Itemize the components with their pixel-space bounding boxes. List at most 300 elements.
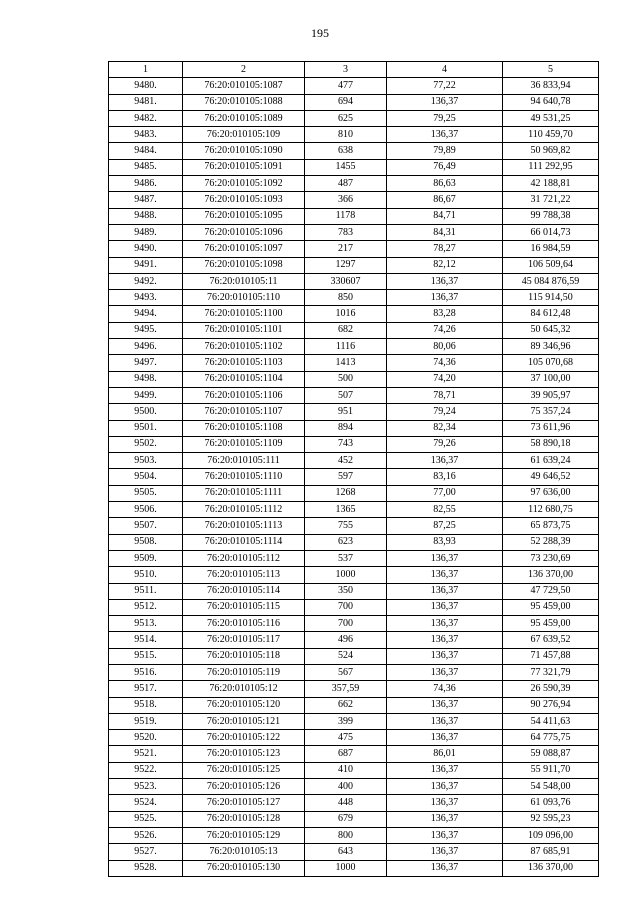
table-row <box>109 127 599 143</box>
rate-cell: 86,67 <box>387 192 503 208</box>
cadastral-number-cell: 76:20:010105:114 <box>183 583 305 599</box>
rate-cell: 83,28 <box>387 306 503 322</box>
cadastral-number-cell: 76:20:010105:118 <box>183 648 305 664</box>
row-number-cell: 9503. <box>109 453 183 469</box>
rate-cell: 78,71 <box>387 387 503 403</box>
cadastral-number-cell: 76:20:010105:1092 <box>183 176 305 192</box>
area-cell: 743 <box>305 436 387 452</box>
row-number-cell: 9483. <box>109 127 183 143</box>
area-cell: 755 <box>305 518 387 534</box>
row-number-cell: 9493. <box>109 290 183 306</box>
row-number-cell: 9524. <box>109 795 183 811</box>
table-row <box>109 827 599 843</box>
area-cell: 597 <box>305 469 387 485</box>
cadastral-number-cell: 76:20:010105:110 <box>183 290 305 306</box>
row-number-cell: 9482. <box>109 110 183 126</box>
table-row <box>109 176 599 192</box>
table-row <box>109 844 599 860</box>
area-cell: 1297 <box>305 257 387 273</box>
table-row <box>109 762 599 778</box>
table-row <box>109 485 599 501</box>
table-row <box>109 730 599 746</box>
row-number-cell: 9508. <box>109 534 183 550</box>
row-number-cell: 9494. <box>109 306 183 322</box>
area-cell: 850 <box>305 290 387 306</box>
cadastral-number-cell: 76:20:010105:117 <box>183 632 305 648</box>
row-number-cell: 9481. <box>109 94 183 110</box>
rate-cell: 136,37 <box>387 860 503 876</box>
rate-cell: 74,20 <box>387 371 503 387</box>
value-cell: 49 646,52 <box>503 469 599 485</box>
row-number-cell: 9492. <box>109 273 183 289</box>
area-cell: 366 <box>305 192 387 208</box>
rate-cell: 136,37 <box>387 779 503 795</box>
rate-cell: 136,37 <box>387 616 503 632</box>
table-row <box>109 632 599 648</box>
table-row <box>109 355 599 371</box>
rate-cell: 77,22 <box>387 78 503 94</box>
row-number-cell: 9519. <box>109 713 183 729</box>
rate-cell: 79,24 <box>387 404 503 420</box>
cadastral-number-cell: 76:20:010105:116 <box>183 616 305 632</box>
rate-cell: 74,26 <box>387 322 503 338</box>
row-number-cell: 9505. <box>109 485 183 501</box>
area-cell: 1000 <box>305 567 387 583</box>
cadastral-number-cell: 76:20:010105:125 <box>183 762 305 778</box>
row-number-cell: 9528. <box>109 860 183 876</box>
value-cell: 95 459,00 <box>503 616 599 632</box>
area-cell: 638 <box>305 143 387 159</box>
value-cell: 115 914,50 <box>503 290 599 306</box>
table-row <box>109 404 599 420</box>
area-cell: 700 <box>305 616 387 632</box>
rate-cell: 136,37 <box>387 290 503 306</box>
rate-cell: 136,37 <box>387 127 503 143</box>
row-number-cell: 9488. <box>109 208 183 224</box>
page-number: 195 <box>311 26 329 40</box>
area-cell: 682 <box>305 322 387 338</box>
cadastral-number-cell: 76:20:010105:127 <box>183 795 305 811</box>
value-cell: 16 984,59 <box>503 241 599 257</box>
rate-cell: 86,01 <box>387 746 503 762</box>
value-cell: 105 070,68 <box>503 355 599 371</box>
value-cell: 26 590,39 <box>503 681 599 697</box>
cadastral-number-cell: 76:20:010105:128 <box>183 811 305 827</box>
value-cell: 64 775,75 <box>503 730 599 746</box>
rate-cell: 136,37 <box>387 664 503 680</box>
cadastral-number-cell: 76:20:010105:1114 <box>183 534 305 550</box>
row-number-cell: 9500. <box>109 404 183 420</box>
area-cell: 662 <box>305 697 387 713</box>
table-row <box>109 681 599 697</box>
rate-cell: 79,26 <box>387 436 503 452</box>
table-row <box>109 387 599 403</box>
area-cell: 623 <box>305 534 387 550</box>
cadastral-number-cell: 76:20:010105:1088 <box>183 94 305 110</box>
value-cell: 49 531,25 <box>503 110 599 126</box>
row-number-cell: 9489. <box>109 224 183 240</box>
row-number-cell: 9523. <box>109 779 183 795</box>
row-number-cell: 9512. <box>109 599 183 615</box>
area-cell: 217 <box>305 241 387 257</box>
cadastral-number-cell: 76:20:010105:1111 <box>183 485 305 501</box>
area-cell: 687 <box>305 746 387 762</box>
value-cell: 61 093,76 <box>503 795 599 811</box>
row-number-cell: 9517. <box>109 681 183 697</box>
cadastral-number-cell: 76:20:010105:1104 <box>183 371 305 387</box>
cadastral-number-cell: 76:20:010105:1101 <box>183 322 305 338</box>
area-cell: 810 <box>305 127 387 143</box>
row-number-cell: 9509. <box>109 550 183 566</box>
rate-cell: 136,37 <box>387 550 503 566</box>
cadastral-number-cell: 76:20:010105:113 <box>183 567 305 583</box>
rate-cell: 74,36 <box>387 355 503 371</box>
row-number-cell: 9502. <box>109 436 183 452</box>
value-cell: 77 321,79 <box>503 664 599 680</box>
cadastral-number-cell: 76:20:010105:130 <box>183 860 305 876</box>
row-number-cell: 9510. <box>109 567 183 583</box>
table-row <box>109 224 599 240</box>
cadastral-number-cell: 76:20:010105:1102 <box>183 339 305 355</box>
row-number-cell: 9515. <box>109 648 183 664</box>
value-cell: 37 100,00 <box>503 371 599 387</box>
row-number-cell: 9484. <box>109 143 183 159</box>
rate-cell: 136,37 <box>387 648 503 664</box>
table-row <box>109 143 599 159</box>
cadastral-number-cell: 76:20:010105:1106 <box>183 387 305 403</box>
area-cell: 410 <box>305 762 387 778</box>
rate-cell: 78,27 <box>387 241 503 257</box>
value-cell: 87 685,91 <box>503 844 599 860</box>
area-cell: 500 <box>305 371 387 387</box>
area-cell: 357,59 <box>305 681 387 697</box>
cadastral-number-cell: 76:20:010105:129 <box>183 827 305 843</box>
rate-cell: 136,37 <box>387 273 503 289</box>
table-row <box>109 518 599 534</box>
table-row <box>109 453 599 469</box>
row-number-cell: 9485. <box>109 159 183 175</box>
value-cell: 45 084 876,59 <box>503 273 599 289</box>
table-row <box>109 257 599 273</box>
cadastral-number-cell: 76:20:010105:1087 <box>183 78 305 94</box>
header-row <box>109 62 599 78</box>
row-number-cell: 9499. <box>109 387 183 403</box>
cadastral-number-cell: 76:20:010105:1090 <box>183 143 305 159</box>
rate-cell: 136,37 <box>387 827 503 843</box>
row-number-cell: 9526. <box>109 827 183 843</box>
cadastral-number-cell: 76:20:010105:11 <box>183 273 305 289</box>
area-cell: 1016 <box>305 306 387 322</box>
row-number-cell: 9520. <box>109 730 183 746</box>
table-row <box>109 534 599 550</box>
cadastral-number-cell: 76:20:010105:13 <box>183 844 305 860</box>
cadastral-number-cell: 76:20:010105:111 <box>183 453 305 469</box>
cadastral-number-cell: 76:20:010105:1112 <box>183 502 305 518</box>
area-cell: 1455 <box>305 159 387 175</box>
area-cell: 951 <box>305 404 387 420</box>
row-number-cell: 9514. <box>109 632 183 648</box>
value-cell: 50 645,32 <box>503 322 599 338</box>
value-cell: 75 357,24 <box>503 404 599 420</box>
area-cell: 783 <box>305 224 387 240</box>
area-cell: 1178 <box>305 208 387 224</box>
cadastral-number-cell: 76:20:010105:115 <box>183 599 305 615</box>
cadastral-number-cell: 76:20:010105:1110 <box>183 469 305 485</box>
column-header: 3 <box>305 62 387 78</box>
rate-cell: 74,36 <box>387 681 503 697</box>
value-cell: 36 833,94 <box>503 78 599 94</box>
value-cell: 66 014,73 <box>503 224 599 240</box>
table-row <box>109 502 599 518</box>
table-row <box>109 550 599 566</box>
table-row <box>109 420 599 436</box>
value-cell: 92 595,23 <box>503 811 599 827</box>
rate-cell: 136,37 <box>387 844 503 860</box>
table-row <box>109 192 599 208</box>
row-number-cell: 9487. <box>109 192 183 208</box>
cadastral-number-cell: 76:20:010105:122 <box>183 730 305 746</box>
row-number-cell: 9495. <box>109 322 183 338</box>
value-cell: 58 890,18 <box>503 436 599 452</box>
table-row <box>109 94 599 110</box>
value-cell: 61 639,24 <box>503 453 599 469</box>
value-cell: 54 411,63 <box>503 713 599 729</box>
area-cell: 537 <box>305 550 387 566</box>
rate-cell: 136,37 <box>387 567 503 583</box>
rate-cell: 136,37 <box>387 583 503 599</box>
table-row <box>109 648 599 664</box>
row-number-cell: 9513. <box>109 616 183 632</box>
cadastral-number-cell: 76:20:010105:109 <box>183 127 305 143</box>
rate-cell: 136,37 <box>387 713 503 729</box>
value-cell: 42 188,81 <box>503 176 599 192</box>
table-row <box>109 746 599 762</box>
area-cell: 1365 <box>305 502 387 518</box>
table-row <box>109 664 599 680</box>
area-cell: 679 <box>305 811 387 827</box>
table-row <box>109 599 599 615</box>
table-body <box>109 62 599 877</box>
area-cell: 567 <box>305 664 387 680</box>
rate-cell: 80,06 <box>387 339 503 355</box>
table-row <box>109 713 599 729</box>
table-row <box>109 241 599 257</box>
rate-cell: 77,00 <box>387 485 503 501</box>
rate-cell: 136,37 <box>387 632 503 648</box>
table-row <box>109 697 599 713</box>
value-cell: 55 911,70 <box>503 762 599 778</box>
rate-cell: 83,93 <box>387 534 503 550</box>
area-cell: 1268 <box>305 485 387 501</box>
table-row <box>109 795 599 811</box>
value-cell: 67 639,52 <box>503 632 599 648</box>
table-row <box>109 339 599 355</box>
rate-cell: 84,31 <box>387 224 503 240</box>
table-row <box>109 811 599 827</box>
value-cell: 31 721,22 <box>503 192 599 208</box>
cadastral-number-cell: 76:20:010105:121 <box>183 713 305 729</box>
area-cell: 496 <box>305 632 387 648</box>
area-cell: 475 <box>305 730 387 746</box>
row-number-cell: 9504. <box>109 469 183 485</box>
cadastral-number-cell: 76:20:010105:1100 <box>183 306 305 322</box>
area-cell: 350 <box>305 583 387 599</box>
value-cell: 99 788,38 <box>503 208 599 224</box>
rate-cell: 136,37 <box>387 795 503 811</box>
cadastral-number-cell: 76:20:010105:1095 <box>183 208 305 224</box>
cadastral-number-cell: 76:20:010105:1109 <box>183 436 305 452</box>
cadastral-number-cell: 76:20:010105:112 <box>183 550 305 566</box>
value-cell: 89 346,96 <box>503 339 599 355</box>
cadastral-number-cell: 76:20:010105:123 <box>183 746 305 762</box>
rate-cell: 136,37 <box>387 94 503 110</box>
rate-cell: 84,71 <box>387 208 503 224</box>
table-row <box>109 567 599 583</box>
area-cell: 800 <box>305 827 387 843</box>
value-cell: 65 873,75 <box>503 518 599 534</box>
area-cell: 1000 <box>305 860 387 876</box>
cadastral-number-cell: 76:20:010105:1089 <box>183 110 305 126</box>
area-cell: 399 <box>305 713 387 729</box>
table-row <box>109 860 599 876</box>
value-cell: 106 509,64 <box>503 257 599 273</box>
value-cell: 95 459,00 <box>503 599 599 615</box>
rate-cell: 79,25 <box>387 110 503 126</box>
area-cell: 524 <box>305 648 387 664</box>
area-cell: 894 <box>305 420 387 436</box>
cadastral-number-cell: 76:20:010105:1108 <box>183 420 305 436</box>
value-cell: 47 729,50 <box>503 583 599 599</box>
value-cell: 59 088,87 <box>503 746 599 762</box>
row-number-cell: 9480. <box>109 78 183 94</box>
value-cell: 71 457,88 <box>503 648 599 664</box>
area-cell: 507 <box>305 387 387 403</box>
area-cell: 477 <box>305 78 387 94</box>
table-row <box>109 290 599 306</box>
rate-cell: 86,63 <box>387 176 503 192</box>
row-number-cell: 9496. <box>109 339 183 355</box>
value-cell: 112 680,75 <box>503 502 599 518</box>
row-number-cell: 9516. <box>109 664 183 680</box>
row-number-cell: 9522. <box>109 762 183 778</box>
rate-cell: 83,16 <box>387 469 503 485</box>
row-number-cell: 9491. <box>109 257 183 273</box>
rate-cell: 76,49 <box>387 159 503 175</box>
rate-cell: 136,37 <box>387 811 503 827</box>
area-cell: 448 <box>305 795 387 811</box>
value-cell: 136 370,00 <box>503 860 599 876</box>
table-row <box>109 208 599 224</box>
row-number-cell: 9506. <box>109 502 183 518</box>
value-cell: 84 612,48 <box>503 306 599 322</box>
table-row <box>109 159 599 175</box>
value-cell: 73 230,69 <box>503 550 599 566</box>
row-number-cell: 9525. <box>109 811 183 827</box>
row-number-cell: 9527. <box>109 844 183 860</box>
value-cell: 111 292,95 <box>503 159 599 175</box>
table-row <box>109 78 599 94</box>
table-row <box>109 583 599 599</box>
cadastral-number-cell: 76:20:010105:119 <box>183 664 305 680</box>
area-cell: 330607 <box>305 273 387 289</box>
cadastral-number-cell: 76:20:010105:12 <box>183 681 305 697</box>
value-cell: 39 905,97 <box>503 387 599 403</box>
area-cell: 643 <box>305 844 387 860</box>
rate-cell: 79,89 <box>387 143 503 159</box>
area-cell: 1413 <box>305 355 387 371</box>
row-number-cell: 9497. <box>109 355 183 371</box>
area-cell: 1116 <box>305 339 387 355</box>
column-header: 2 <box>183 62 305 78</box>
row-number-cell: 9518. <box>109 697 183 713</box>
value-cell: 136 370,00 <box>503 567 599 583</box>
area-cell: 452 <box>305 453 387 469</box>
rate-cell: 82,12 <box>387 257 503 273</box>
row-number-cell: 9490. <box>109 241 183 257</box>
area-cell: 700 <box>305 599 387 615</box>
area-cell: 694 <box>305 94 387 110</box>
rate-cell: 136,37 <box>387 599 503 615</box>
table-row <box>109 306 599 322</box>
rate-cell: 136,37 <box>387 453 503 469</box>
row-number-cell: 9521. <box>109 746 183 762</box>
cadastral-number-cell: 76:20:010105:1113 <box>183 518 305 534</box>
cadastral-number-cell: 76:20:010105:1096 <box>183 224 305 240</box>
table-row <box>109 436 599 452</box>
area-cell: 400 <box>305 779 387 795</box>
table-row <box>109 371 599 387</box>
row-number-cell: 9498. <box>109 371 183 387</box>
cadastral-number-cell: 76:20:010105:1097 <box>183 241 305 257</box>
rate-cell: 82,34 <box>387 420 503 436</box>
value-cell: 54 548,00 <box>503 779 599 795</box>
column-header: 5 <box>503 62 599 78</box>
row-number-cell: 9507. <box>109 518 183 534</box>
rate-cell: 136,37 <box>387 762 503 778</box>
table-row <box>109 616 599 632</box>
value-cell: 94 640,78 <box>503 94 599 110</box>
value-cell: 73 611,96 <box>503 420 599 436</box>
table-row <box>109 273 599 289</box>
rate-cell: 82,55 <box>387 502 503 518</box>
rate-cell: 136,37 <box>387 730 503 746</box>
cadastral-number-cell: 76:20:010105:126 <box>183 779 305 795</box>
column-header: 1 <box>109 62 183 78</box>
column-header: 4 <box>387 62 503 78</box>
cadastral-number-cell: 76:20:010105:1098 <box>183 257 305 273</box>
cadastral-number-cell: 76:20:010105:1091 <box>183 159 305 175</box>
value-cell: 90 276,94 <box>503 697 599 713</box>
table-row <box>109 110 599 126</box>
data-table <box>108 61 599 877</box>
rate-cell: 136,37 <box>387 697 503 713</box>
value-cell: 52 288,39 <box>503 534 599 550</box>
row-number-cell: 9501. <box>109 420 183 436</box>
table-row <box>109 322 599 338</box>
value-cell: 110 459,70 <box>503 127 599 143</box>
cadastral-number-cell: 76:20:010105:1103 <box>183 355 305 371</box>
value-cell: 109 096,00 <box>503 827 599 843</box>
value-cell: 97 636,00 <box>503 485 599 501</box>
cadastral-number-cell: 76:20:010105:120 <box>183 697 305 713</box>
rate-cell: 87,25 <box>387 518 503 534</box>
table-row <box>109 779 599 795</box>
area-cell: 487 <box>305 176 387 192</box>
row-number-cell: 9486. <box>109 176 183 192</box>
row-number-cell: 9511. <box>109 583 183 599</box>
value-cell: 50 969,82 <box>503 143 599 159</box>
table-row <box>109 469 599 485</box>
